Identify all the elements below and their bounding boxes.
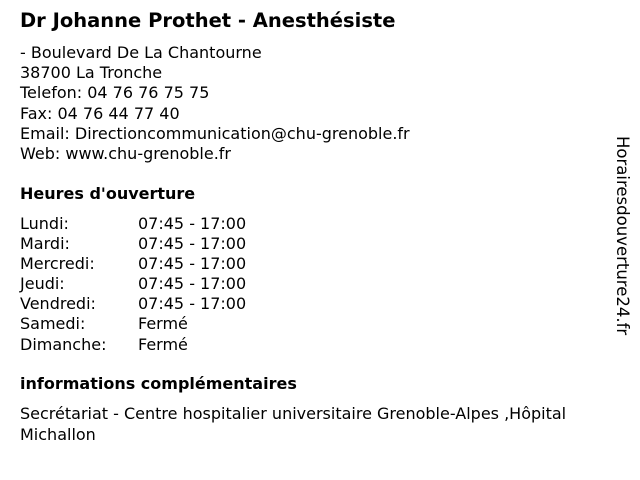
page-title: Dr Johanne Prothet - Anesthésiste xyxy=(20,9,396,32)
day-label: Jeudi: xyxy=(20,274,65,294)
time-value: 07:45 - 17:00 xyxy=(138,214,247,233)
address-line-city: 38700 La Tronche xyxy=(20,63,163,83)
time-value: 07:45 - 17:00 xyxy=(138,234,247,254)
day-label: Dimanche: xyxy=(20,334,107,354)
email-address: Email: Directioncommunication@chu-grenoble.fr xyxy=(20,123,410,143)
phone-number: Telefon: 04 76 76 75 75 xyxy=(20,83,210,103)
contact-block xyxy=(20,43,410,164)
site-watermark: Horairesdouverture24.fr xyxy=(613,136,632,336)
day-label: Vendredi: xyxy=(20,294,96,314)
opening-hours-heading: Heures d'ouverture xyxy=(20,184,196,203)
day-label: Lundi: xyxy=(20,214,69,233)
time-value: Fermé xyxy=(138,334,188,354)
website-address: Web: www.chu-grenoble.fr xyxy=(20,144,231,164)
time-value: 07:45 - 17:00 xyxy=(138,294,247,314)
additional-info-text: Secrétariat - Centre hospitalier universitaire Grenoble-Alpes ,Hôpital Michallon xyxy=(20,404,567,444)
time-value: 07:45 - 17:00 xyxy=(138,254,247,274)
fax-number: Fax: 04 76 44 77 40 xyxy=(20,103,180,123)
address-line-street: - Boulevard De La Chantourne xyxy=(20,43,262,62)
time-value: 07:45 - 17:00 xyxy=(138,274,247,294)
day-label: Samedi: xyxy=(20,314,86,334)
time-value: Fermé xyxy=(138,314,188,334)
day-label: Mercredi: xyxy=(20,254,95,274)
day-label: Mardi: xyxy=(20,234,70,254)
additional-info-heading: informations complémentaires xyxy=(20,374,297,393)
